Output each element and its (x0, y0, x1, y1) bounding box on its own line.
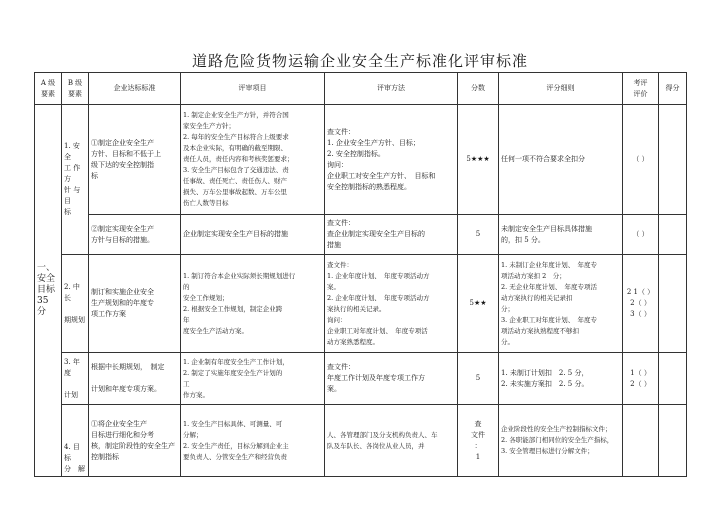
score-cell: 5 (458, 215, 499, 255)
method-cell: 查文件： 1. 企业安全生产方针、目标； 2. 安全控制指标。 询问： 企业职工对安全生产方针、 目标和 安全控制指标的熟悉程度。 (325, 105, 458, 215)
header-method: 评审方法 (325, 73, 458, 105)
score-cell: 5★★ (458, 255, 499, 353)
score-cell: 查 文件 ： 1 (458, 405, 499, 477)
rule-cell: 未制定安全生产目标具体措施 的，扣 5 分。 (499, 215, 623, 255)
rule-cell: 企业阶段性的安全生产控制指标文件； 2. 各职能部门相同位的安全生产指标， 3. 安全管理目标进行分解文件； (499, 405, 623, 477)
method-cell: 查文件： 查企业制定实现安全生产目标的 措施 (325, 215, 458, 255)
item-cell: 1. 安全生产目标具体、可测量、可 分解； 2. 安全生产责任，目标分解到企业主 要负责人、分管安全生产和经营负责 (181, 405, 325, 477)
table-row (35, 105, 687, 215)
content-cell: ②制定实现安全生产 方针与目标的措施。 (89, 215, 181, 255)
header-content: 企业达标标准 (89, 73, 181, 105)
kaoping-cell: （ ） (623, 215, 659, 255)
content-cell: ①制定企业安全生产 方针、目标和不低于上 级下达的安全控制指 标 (89, 105, 181, 215)
kaoping-cell (623, 405, 659, 477)
defen-cell (659, 215, 687, 255)
header-score: 分数 (458, 73, 499, 105)
header-row (35, 73, 687, 105)
header-rule: 评分细则 (499, 73, 623, 105)
header-kaoping: 考评 评价 (623, 73, 659, 105)
header-b-element: B 级 要素 (62, 73, 89, 105)
method-cell: 查文件： 1. 企业年度计划、 年度专项活动方 案。 2. 企业年度计划、 年度专项活动方 案执行的相关记录。 询问： 企业职工对年度计划、 年度专项活 动方案熟悉程度。 (325, 255, 458, 353)
score-cell: 5 (458, 353, 499, 405)
rule-cell: 1. 未制订企业年度计划、 年度专 项活动方案扣 2 分； 2. 无企业年度计划、 年度专项活 动方案执行的相关记录扣 分； 3. 企业职工对年度计划、 年度专 项活动方案执熟程度不够扣 分。 (499, 255, 623, 353)
evaluation-standard-table (34, 72, 687, 477)
rule-cell: 1. 未制订计划扣 2. 5 分， 2. 未实施方案扣 2. 5 分。 (499, 353, 623, 405)
method-cell: 查文件： 年度工作计划及年度专项工作方 案。 (325, 353, 458, 405)
table-row (35, 215, 687, 255)
header-a-element: A 级 要素 (35, 73, 62, 105)
b-element-cell: 2. 中长 期规划 (62, 255, 89, 353)
b-element-cell: 4. 目标 分 解 (62, 405, 89, 477)
content-cell: ①将企业安全生产 目标进行细化和分考 核，制定阶段性的安全生产 控制指标 (89, 405, 181, 477)
item-cell: 1. 制定企业安全生产方针，并符合国 家安全生产方针； 2. 每年的安全生产目标符合上级要求 及本企业实际，有明确的截至期限、 责任人员，责任内容和考核奖惩要求； 3. 安全生产目标包含了交通违法、责 任事故、责任死亡、责任伤人、财产 损失、万车公里事故起数、万车公里 伤亡人数等目标 (181, 105, 325, 215)
document-title: 道路危险货物运输企业安全生产标准化评审标准 (191, 52, 528, 70)
defen-cell (659, 255, 687, 353)
a-element-cell: 一、 安全 目标 35 分 (35, 105, 62, 477)
defen-cell (659, 405, 687, 477)
score-cell: 5★★★ (458, 105, 499, 215)
b-element-cell: 3. 年 度 计划 (62, 353, 89, 405)
header-defen: 得分 (659, 73, 687, 105)
item-cell: 1. 企业制有年度安全生产工作计划， 2. 制定了实施年度安全生产计划的 工 作方案。 (181, 353, 325, 405)
kaoping-cell: 2 1（ ） 2（ ） 3（ ） (623, 255, 659, 353)
table-row (35, 255, 687, 353)
kaoping-cell: （ ） (623, 105, 659, 215)
item-cell: 1. 制订符合本企业实际须长期规划进行 的 安全工作规划； 2. 根据安全工作规划，制定企业跨 年 度安全生产活动方案。 (181, 255, 325, 353)
defen-cell (659, 353, 687, 405)
defen-cell (659, 105, 687, 215)
rule-cell: 任何一项不符合要求全扣分 (499, 105, 623, 215)
table-row (35, 405, 687, 477)
kaoping-cell: 1（ ） 2（ ） (623, 353, 659, 405)
method-cell: 人、各管理部门及分支机构负责人、车 队及车队长、各岗位从业人员，并 (325, 405, 458, 477)
table-row (35, 353, 687, 405)
content-cell: 根据中长期规划， 制定 计划和年度专项方案。 (89, 353, 181, 405)
b-element-cell: 1. 安全 工 作 方 针 与 目 标 (62, 105, 89, 255)
item-cell: 企业制定实现安全生产目标的措施 (181, 215, 325, 255)
header-item: 评审项目 (181, 73, 325, 105)
content-cell: 制订和实施企业安全 生产规划和的年度专 项工作方案 (89, 255, 181, 353)
